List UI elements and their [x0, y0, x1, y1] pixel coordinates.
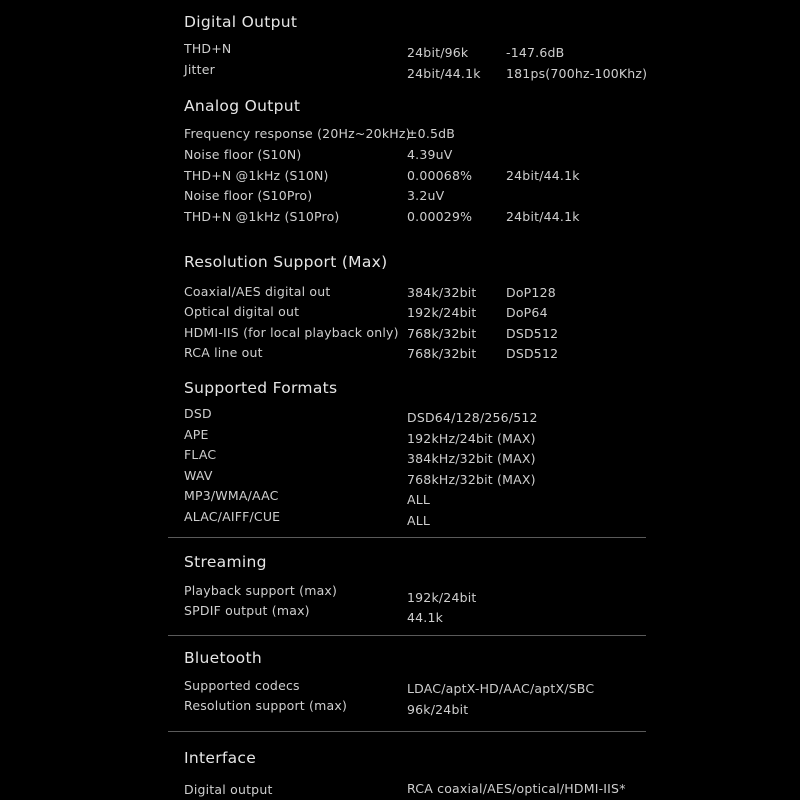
spec-value: 4.39uV: [407, 147, 453, 162]
spec-value: 768k/32bit: [407, 326, 477, 341]
spec-label: Digital output: [184, 782, 273, 797]
spec-label: MP3/WMA/AAC: [184, 488, 279, 503]
spec-value: 24bit/44.1k: [407, 66, 481, 81]
spec-value: 44.1k: [407, 610, 444, 625]
spec-value: 24bit/96k: [407, 45, 469, 60]
spec-value: ALL: [407, 513, 431, 528]
spec-value: RCA coaxial/AES/optical/HDMI-IIS*: [407, 781, 626, 796]
spec-value: 0.00029%: [407, 209, 473, 224]
section-heading-streaming: Streaming: [184, 553, 267, 571]
spec-label: THD+N @1kHz (S10Pro): [184, 209, 340, 224]
spec-extra: 24bit/44.1k: [506, 168, 580, 183]
spec-value: 192k/24bit: [407, 590, 477, 605]
spec-label: DSD: [184, 406, 212, 421]
spec-value: 192k/24bit: [407, 305, 477, 320]
spec-value: ALL: [407, 492, 431, 507]
spec-label: Noise floor (S10N): [184, 147, 302, 162]
spec-value: 0.00068%: [407, 168, 473, 183]
section-heading-resolution-support: Resolution Support (Max): [184, 253, 388, 271]
spec-value: 384kHz/32bit (MAX): [407, 451, 536, 466]
spec-value: 3.2uV: [407, 188, 445, 203]
section-divider: [168, 731, 646, 732]
spec-value: 384k/32bit: [407, 285, 477, 300]
spec-value: LDAC/aptX-HD/AAC/aptX/SBC: [407, 681, 595, 696]
spec-value: 192kHz/24bit (MAX): [407, 431, 536, 446]
spec-label: Noise floor (S10Pro): [184, 188, 313, 203]
section-heading-digital-output: Digital Output: [184, 13, 298, 31]
spec-extra: -147.6dB: [506, 45, 565, 60]
spec-extra: 181ps(700hz-100Khz): [506, 66, 648, 81]
spec-label: Resolution support (max): [184, 698, 348, 713]
spec-label: Supported codecs: [184, 678, 300, 693]
spec-label: THD+N: [184, 41, 232, 56]
spec-extra: 24bit/44.1k: [506, 209, 580, 224]
spec-value: 768kHz/32bit (MAX): [407, 472, 536, 487]
spec-extra: DoP64: [506, 305, 548, 320]
section-heading-supported-formats: Supported Formats: [184, 379, 338, 397]
spec-value: 96k/24bit: [407, 702, 469, 717]
spec-label: Playback support (max): [184, 583, 338, 598]
spec-extra: DSD512: [506, 346, 559, 361]
section-heading-interface: Interface: [184, 749, 257, 767]
spec-extra: DoP128: [506, 285, 556, 300]
spec-label: THD+N @1kHz (S10N): [184, 168, 329, 183]
spec-label: RCA line out: [184, 345, 263, 360]
spec-label: FLAC: [184, 447, 217, 462]
spec-label: Jitter: [184, 62, 215, 77]
section-heading-bluetooth: Bluetooth: [184, 649, 262, 667]
section-heading-analog-output: Analog Output: [184, 97, 301, 115]
spec-label: Coaxial/AES digital out: [184, 284, 331, 299]
section-divider: [168, 537, 646, 538]
spec-extra: DSD512: [506, 326, 559, 341]
spec-value: ±0.5dB: [407, 126, 456, 141]
spec-label: APE: [184, 427, 209, 442]
spec-label: HDMI-IIS (for local playback only): [184, 325, 399, 340]
spec-label: ALAC/AIFF/CUE: [184, 509, 281, 524]
spec-label: SPDIF output (max): [184, 603, 310, 618]
section-divider: [168, 635, 646, 636]
spec-label: WAV: [184, 468, 213, 483]
spec-label: Optical digital out: [184, 304, 300, 319]
spec-label: Frequency response (20Hz~20kHz): [184, 126, 411, 141]
spec-value: DSD64/128/256/512: [407, 410, 538, 425]
spec-value: 768k/32bit: [407, 346, 477, 361]
